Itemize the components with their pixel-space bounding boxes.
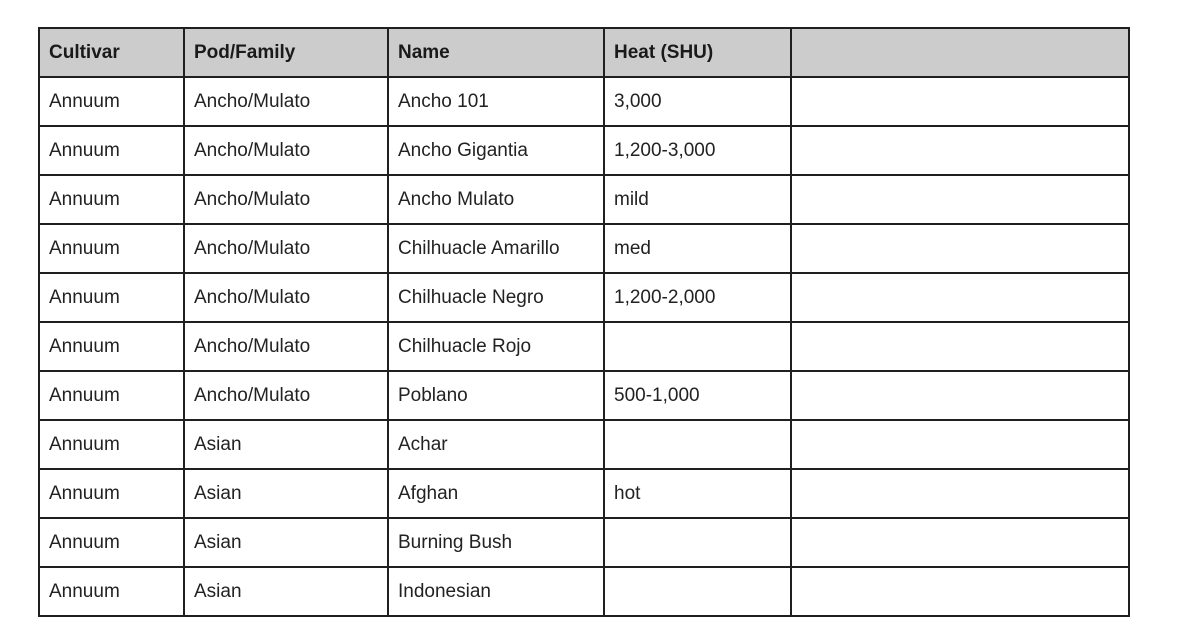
cell-name: Burning Bush bbox=[388, 518, 604, 567]
cell-cultivar: Annuum bbox=[39, 322, 184, 371]
cell-name: Ancho Mulato bbox=[388, 175, 604, 224]
spreadsheet-page bbox=[38, 27, 1130, 617]
cell-heat: 3,000 bbox=[604, 77, 791, 126]
cell-cultivar: Annuum bbox=[39, 273, 184, 322]
cell-heat bbox=[604, 420, 791, 469]
table-row bbox=[39, 322, 1129, 371]
cell-pod-family: Ancho/Mulato bbox=[184, 224, 388, 273]
cell-name: Chilhuacle Rojo bbox=[388, 322, 604, 371]
cell-heat: 1,200-2,000 bbox=[604, 273, 791, 322]
table-row bbox=[39, 518, 1129, 567]
cell-blank bbox=[791, 77, 1129, 126]
table-row bbox=[39, 175, 1129, 224]
table-row bbox=[39, 126, 1129, 175]
cell-pod-family: Asian bbox=[184, 420, 388, 469]
cell-heat bbox=[604, 567, 791, 616]
cell-name: Ancho 101 bbox=[388, 77, 604, 126]
cell-pod-family: Ancho/Mulato bbox=[184, 126, 388, 175]
table-row bbox=[39, 420, 1129, 469]
cell-cultivar: Annuum bbox=[39, 518, 184, 567]
cell-name: Poblano bbox=[388, 371, 604, 420]
cell-name: Chilhuacle Negro bbox=[388, 273, 604, 322]
cell-pod-family: Ancho/Mulato bbox=[184, 77, 388, 126]
cell-heat: hot bbox=[604, 469, 791, 518]
table-row bbox=[39, 224, 1129, 273]
cell-blank bbox=[791, 518, 1129, 567]
cell-heat: mild bbox=[604, 175, 791, 224]
cell-blank bbox=[791, 273, 1129, 322]
cell-pod-family: Asian bbox=[184, 518, 388, 567]
cell-blank bbox=[791, 224, 1129, 273]
header-heat-shu: Heat (SHU) bbox=[604, 28, 791, 77]
table-row bbox=[39, 469, 1129, 518]
cell-blank bbox=[791, 469, 1129, 518]
cell-blank bbox=[791, 126, 1129, 175]
cell-name: Ancho Gigantia bbox=[388, 126, 604, 175]
cell-name: Achar bbox=[388, 420, 604, 469]
cell-pod-family: Asian bbox=[184, 469, 388, 518]
pepper-table bbox=[38, 27, 1130, 617]
cell-cultivar: Annuum bbox=[39, 224, 184, 273]
table-row bbox=[39, 273, 1129, 322]
cell-heat bbox=[604, 518, 791, 567]
cell-blank bbox=[791, 322, 1129, 371]
table-row bbox=[39, 371, 1129, 420]
header-cultivar: Cultivar bbox=[39, 28, 184, 77]
cell-cultivar: Annuum bbox=[39, 371, 184, 420]
header-blank bbox=[791, 28, 1129, 77]
header-row bbox=[39, 28, 1129, 77]
cell-pod-family: Ancho/Mulato bbox=[184, 175, 388, 224]
cell-cultivar: Annuum bbox=[39, 126, 184, 175]
cell-name: Afghan bbox=[388, 469, 604, 518]
cell-name: Chilhuacle Amarillo bbox=[388, 224, 604, 273]
cell-heat: 500-1,000 bbox=[604, 371, 791, 420]
cell-blank bbox=[791, 371, 1129, 420]
cell-blank bbox=[791, 175, 1129, 224]
cell-blank bbox=[791, 567, 1129, 616]
cell-pod-family: Ancho/Mulato bbox=[184, 371, 388, 420]
cell-cultivar: Annuum bbox=[39, 420, 184, 469]
cell-name: Indonesian bbox=[388, 567, 604, 616]
cell-heat: med bbox=[604, 224, 791, 273]
cell-cultivar: Annuum bbox=[39, 469, 184, 518]
header-pod-family: Pod/Family bbox=[184, 28, 388, 77]
cell-pod-family: Ancho/Mulato bbox=[184, 322, 388, 371]
cell-cultivar: Annuum bbox=[39, 77, 184, 126]
table-row bbox=[39, 77, 1129, 126]
header-name: Name bbox=[388, 28, 604, 77]
cell-heat: 1,200-3,000 bbox=[604, 126, 791, 175]
cell-pod-family: Ancho/Mulato bbox=[184, 273, 388, 322]
cell-cultivar: Annuum bbox=[39, 175, 184, 224]
cell-heat bbox=[604, 322, 791, 371]
cell-pod-family: Asian bbox=[184, 567, 388, 616]
cell-cultivar: Annuum bbox=[39, 567, 184, 616]
cell-blank bbox=[791, 420, 1129, 469]
table-row bbox=[39, 567, 1129, 616]
